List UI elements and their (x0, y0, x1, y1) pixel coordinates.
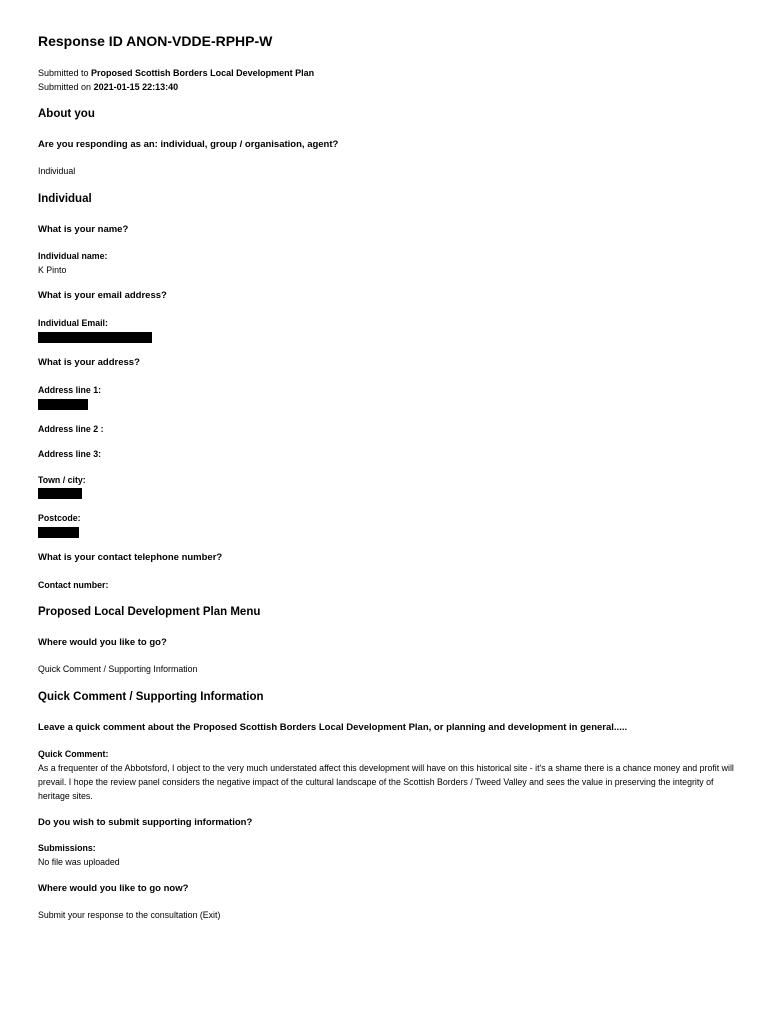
redaction-bar-address-line-1 (38, 399, 88, 410)
label-contact-number: Contact number: (38, 580, 109, 590)
question-address: What is your address? (38, 357, 140, 368)
redaction-bar-postcode (38, 527, 79, 538)
question-where-to-go-now: Where would you like to go now? (38, 883, 189, 894)
label-address-line-1: Address line 1: (38, 385, 102, 395)
answer-respondent-type: Individual (38, 166, 76, 176)
question-respondent-type: Are you responding as an: individual, group / organisation, agent? (38, 139, 339, 150)
section-heading-quick-comment: Quick Comment / Supporting Information (38, 691, 264, 703)
answer-where-to-go-now: Submit your response to the consultation (Exit) (38, 910, 221, 920)
label-address-line-2: Address line 2 : (38, 424, 104, 434)
label-individual-email: Individual Email: (38, 318, 108, 328)
redaction-bar-town-city (38, 488, 82, 499)
label-postcode: Postcode: (38, 513, 81, 523)
label-submissions: Submissions: (38, 843, 96, 853)
submitted-to-label: Submitted to (38, 68, 89, 78)
submitted-to-value: Proposed Scottish Borders Local Development Plan (91, 68, 315, 78)
question-email: What is your email address? (38, 290, 167, 301)
submitted-to-line (38, 66, 314, 80)
label-quick-comment: Quick Comment: (38, 749, 109, 759)
question-quick-comment: Leave a quick comment about the Proposed Scottish Borders Local Development Plan, or planning and development in general..... (38, 722, 628, 733)
label-address-line-3: Address line 3: (38, 449, 102, 459)
quick-comment-text: As a frequenter of the Abbotsford, I object to the very much understated affect this development will have on this historical site - it's a shame there is a chance money and profit will prevail. I hope the review panel considers the negative impact of the cultural landscape of the Scottish Borders / Tweed Valley and sees the value in preserving the integrity of heritage sites. (38, 763, 734, 801)
question-telephone: What is your contact telephone number? (38, 552, 223, 563)
page-title: Response ID ANON-VDDE-RPHP-W (38, 33, 273, 49)
section-heading-individual: Individual (38, 193, 92, 205)
redaction-bar-email (38, 332, 152, 343)
section-heading-about-you: About you (38, 108, 95, 120)
submitted-on-line (38, 80, 178, 94)
label-town-city: Town / city: (38, 475, 86, 485)
question-supporting-information: Do you wish to submit supporting information? (38, 817, 253, 828)
value-individual-name: K Pinto (38, 265, 67, 275)
question-where-to-go: Where would you like to go? (38, 637, 167, 648)
question-name: What is your name? (38, 224, 129, 235)
submitted-on-value: 2021-01-15 22:13:40 (93, 82, 179, 92)
label-individual-name: Individual name: (38, 251, 108, 261)
section-heading-plan-menu: Proposed Local Development Plan Menu (38, 606, 261, 618)
submitted-on-label: Submitted on (38, 82, 92, 92)
value-submissions: No file was uploaded (38, 857, 120, 867)
answer-where-to-go: Quick Comment / Supporting Information (38, 664, 198, 674)
